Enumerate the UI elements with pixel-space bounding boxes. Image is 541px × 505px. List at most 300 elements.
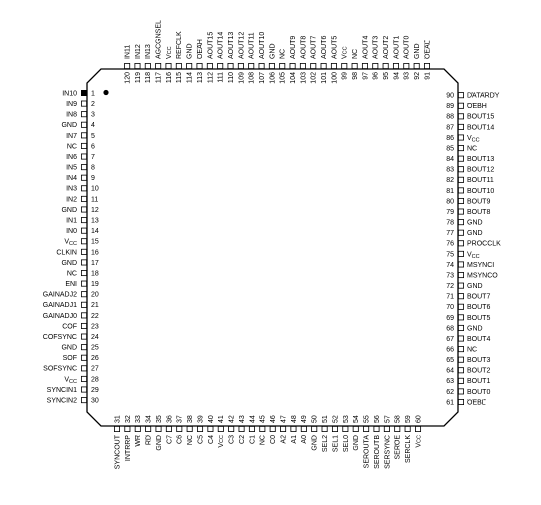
pin-number-label: 102	[310, 72, 318, 84]
pin-number-label: 8	[91, 164, 95, 172]
pin-pad	[364, 426, 369, 431]
pin-number-label: 97	[362, 72, 370, 80]
pin-number-label: 27	[91, 365, 99, 373]
pin-number-label: 37	[176, 415, 184, 423]
pin-pad	[249, 426, 254, 431]
pin-pad	[312, 426, 317, 431]
pin-pad	[81, 196, 86, 201]
pin-number-label: 48	[290, 415, 298, 423]
pin-number-label: 47	[280, 415, 288, 423]
pin-pad	[458, 114, 463, 119]
pin-name-label: IN12	[134, 44, 142, 59]
pin-name-label: IN13	[145, 44, 153, 59]
pin-name-label: AOUT8	[300, 35, 308, 59]
pin-pad	[383, 63, 388, 68]
pin-pad	[458, 220, 463, 225]
pin-number-label: 12	[91, 206, 99, 214]
pin-name-label: C0	[270, 435, 278, 444]
pin-name-label: GND	[155, 435, 163, 451]
pin-name-label: NC	[66, 143, 77, 151]
pin-number-label: 9	[91, 175, 95, 183]
pin-number-label: 14	[91, 228, 99, 236]
pin-number-label: 80	[446, 198, 454, 206]
pin-pad	[458, 167, 463, 172]
pin-number-label: 70	[446, 304, 454, 312]
pin-pad	[280, 63, 285, 68]
pin-name-label: REFCLK	[176, 31, 184, 59]
pin-number-label: 36	[166, 415, 174, 423]
pin-pad	[81, 207, 86, 212]
pin-name-label: C7	[166, 435, 174, 444]
pin-number-label: 18	[91, 270, 99, 278]
pin-number-label: 111	[217, 72, 225, 83]
pin-pad	[81, 260, 86, 265]
pin-pad	[146, 426, 151, 431]
pin-pad	[81, 302, 86, 307]
pin-name-label: OEAL	[424, 40, 432, 59]
pin-name-label: BOUT2	[467, 367, 491, 375]
pin-name-label: GAINADJ0	[42, 312, 77, 320]
pin-name-label: GND	[467, 283, 483, 291]
pin-pad	[290, 63, 295, 68]
pin-name-label: SEL0	[342, 435, 350, 453]
pin-name-label: COFSYNC	[42, 333, 77, 341]
pin-number-label: 29	[91, 386, 99, 394]
pin-pad	[458, 399, 463, 404]
pin-number-label: 49	[301, 415, 309, 423]
pin-number-label: 120	[124, 72, 132, 84]
pin-number-label: 72	[446, 283, 454, 291]
pin-name-label: BOUT1	[467, 378, 491, 386]
pin-name-label: BOUT15	[467, 113, 495, 121]
pin-number-label: 79	[446, 208, 454, 216]
pin-number-label: 99	[341, 72, 349, 80]
pin-pad	[458, 93, 463, 98]
pin-pad	[81, 355, 86, 360]
pin-number-label: 59	[405, 415, 413, 423]
pin-name-label: BOUT13	[467, 156, 495, 164]
pin-number-label: 114	[186, 72, 194, 84]
pin-name-label: BOUT11	[467, 177, 494, 185]
pin-name-label: IN2	[66, 196, 77, 204]
pin-name-label: BOUT3	[467, 357, 491, 365]
pin-name-label: VCC	[341, 46, 349, 59]
pin-pad	[81, 186, 86, 191]
pin-pad	[81, 334, 86, 339]
pin-pad	[229, 426, 234, 431]
pin-number-label: 43	[238, 415, 246, 423]
pin-name-label: SEROUTB	[373, 435, 381, 469]
pin-name-label: AOUT15	[207, 31, 215, 59]
pin-pad	[458, 389, 463, 394]
pin-name-label: NC	[66, 270, 77, 278]
pin-pad	[197, 63, 202, 68]
pin-pad	[300, 63, 305, 68]
pin-number-label: 96	[372, 72, 380, 80]
pin-name-label: BOUT9	[467, 198, 491, 206]
pin-name-label: IN9	[66, 100, 77, 108]
pin-number-label: 44	[249, 415, 257, 423]
pin-pad	[393, 63, 398, 68]
pin-name-label: MSYNCI	[467, 261, 495, 269]
pin-number-label: 39	[197, 415, 205, 423]
pin-name-label: BOUT14	[467, 124, 495, 132]
pin-name-label: NC	[259, 435, 267, 446]
pin-number-label: 62	[446, 388, 454, 396]
chip-body	[87, 69, 458, 426]
pin-number-label: 22	[91, 312, 99, 320]
pin-pad	[321, 63, 326, 68]
pin-pad	[187, 426, 192, 431]
pin-number-label: 34	[145, 415, 153, 423]
pin-name-label: AOUT7	[310, 35, 318, 59]
pin-name-label: NC	[467, 145, 478, 153]
pin-pad	[81, 217, 86, 222]
pin-number-label: 50	[311, 415, 319, 423]
pin-pad	[81, 239, 86, 244]
pin-name-label: SEROE	[394, 435, 402, 460]
pin-number-label: 100	[331, 72, 339, 84]
pin-number-label: 77	[446, 230, 454, 238]
pin-name-label: AOUT6	[321, 35, 328, 59]
pin-name-label: SYNCIN1	[46, 386, 77, 394]
pin-name-label: IN4	[66, 175, 77, 183]
pin-number-label: 25	[91, 344, 99, 352]
pin-number-label: 78	[446, 219, 454, 227]
pin-number-label: 74	[446, 261, 454, 269]
pin-number-label: 40	[207, 415, 215, 423]
pin-name-label: GND	[61, 206, 77, 214]
pin-name-label: AOUT3	[372, 35, 380, 59]
pin-name-label: NC	[467, 346, 478, 354]
pin-number-label: 110	[227, 72, 235, 84]
pin-number-label: 66	[446, 346, 454, 354]
pin-pad	[81, 228, 86, 233]
pin-number-label: 119	[134, 72, 142, 84]
pin-pad	[415, 426, 420, 431]
pin-name-label: GAINADJ1	[42, 302, 77, 310]
pin-pad	[81, 122, 86, 127]
pin-pad	[352, 63, 357, 68]
pin-name-label: PROCCLK	[467, 240, 501, 248]
pin-pad	[311, 63, 316, 68]
pin-pad	[458, 198, 463, 203]
pin-name-label: $V_{CC}$	[64, 238, 77, 248]
pin-pad	[135, 63, 140, 68]
pin-number-label: 30	[91, 397, 99, 405]
pin-number-label: 84	[446, 156, 454, 164]
pin-name-label: GND	[414, 43, 422, 59]
pin-pad	[322, 426, 327, 431]
pin-name-label: IN5	[66, 164, 77, 172]
pin-pad	[332, 426, 337, 431]
pin-pad	[458, 209, 463, 214]
pin-number-label: 28	[91, 376, 99, 384]
pin-pad	[414, 63, 419, 68]
pin-name-label: $V_{CC}$	[467, 251, 480, 260]
pin-name-label: GND	[467, 325, 483, 333]
pin-name-label: AOUT4	[362, 35, 370, 59]
pin-number-label: 35	[155, 415, 163, 423]
pin-pad	[145, 63, 150, 68]
pin-number-label: 64	[446, 367, 454, 375]
pin-pad	[331, 63, 336, 68]
pin-number-label: 65	[446, 357, 454, 365]
pin-name-label: GND	[61, 259, 77, 267]
pin-pad	[176, 63, 181, 68]
pin-pad	[424, 63, 429, 68]
pin-pad	[81, 175, 86, 180]
pin-name-label: COF	[62, 323, 77, 331]
pin-pad	[156, 63, 161, 68]
pin-number-label: 93	[403, 72, 411, 80]
pin-pad	[81, 143, 86, 148]
pin-pad	[187, 63, 192, 68]
pin-pad	[458, 368, 463, 373]
pin-pad	[81, 281, 86, 286]
pin-pad	[218, 63, 223, 68]
pin-pad	[373, 63, 378, 68]
pin-name-label: AOUT11	[248, 32, 256, 59]
pin-pad	[81, 90, 87, 96]
pin-number-label: 105	[279, 72, 287, 84]
pin-name-label: SERCLK	[405, 435, 413, 464]
pin-number-label: 89	[446, 103, 454, 111]
pin-number-label: 76	[446, 240, 454, 248]
pin-pad	[353, 426, 358, 431]
pin-name-label: GND	[61, 122, 77, 130]
pin-pad	[362, 63, 367, 68]
pin-number-label: 104	[289, 72, 297, 84]
pin-number-label: 91	[424, 72, 432, 80]
pin-name-label: IN3	[66, 185, 77, 193]
pin-name-label: CLKIN	[56, 249, 77, 257]
pin-name-label: A1	[290, 435, 298, 444]
pin-pad	[81, 154, 86, 159]
pin-number-label: 81	[446, 187, 454, 195]
pin-number-label: 21	[91, 302, 99, 310]
pin-number-label: 20	[91, 291, 99, 299]
pin-name-label: AOUT0	[403, 35, 411, 59]
pin-number-label: 38	[187, 415, 195, 423]
pin-name-label: VCC	[218, 435, 226, 448]
pin-pad	[249, 63, 254, 68]
pin-number-label: 82	[446, 177, 454, 185]
pin-name-label: A2	[280, 435, 288, 444]
pin-number-label: 107	[258, 72, 266, 84]
pin-name-label: GND	[467, 219, 483, 227]
pin-name-label: AOUT14	[217, 31, 225, 59]
pin-number-label: 109	[238, 72, 246, 84]
pin-pad	[239, 426, 244, 431]
pin-pad	[125, 63, 130, 68]
pin-name-label: ENI	[65, 281, 77, 289]
pin-pad	[228, 63, 233, 68]
pin-number-label: 16	[91, 249, 99, 257]
pin-number-label: 88	[446, 113, 454, 121]
pin-name-label: NC	[187, 435, 195, 446]
pin-name-label: GND	[186, 43, 194, 59]
pin-pad	[458, 325, 463, 330]
pin-pad	[81, 387, 86, 392]
pin-name-label: $V_{CC}$	[64, 376, 77, 385]
pin-name-label: C5	[197, 435, 205, 444]
pin-name-label: BOUT7	[467, 293, 491, 301]
pin-name-label: IN7	[66, 132, 77, 140]
pin-name-label: C6	[176, 435, 184, 444]
pin-number-label: 95	[383, 72, 391, 80]
pin-number-label: 103	[300, 72, 308, 84]
pin-pad	[458, 294, 463, 299]
pin-pad	[280, 426, 285, 431]
pin-name-label: OEBH	[467, 103, 487, 111]
pin-name-label: AOUT5	[331, 35, 339, 59]
pin-pad	[291, 426, 296, 431]
pin-name-label: GAINADJ2	[42, 291, 77, 299]
pin1-marker-dot	[103, 90, 108, 95]
pin-name-label: BOUT5	[467, 314, 491, 322]
pin-number-label: 71	[446, 293, 454, 301]
pin-pad	[458, 315, 463, 320]
pin-name-label: DATARDY	[467, 92, 500, 100]
pin-pad	[259, 63, 264, 68]
pin-number-label: 42	[228, 415, 236, 423]
pin-name-label: C3	[228, 435, 236, 444]
pin-number-label: 10	[91, 185, 99, 193]
pin-pad	[458, 230, 463, 235]
pin-number-label: 108	[248, 72, 256, 84]
pin-name-label: SOF	[62, 355, 77, 363]
pin-pad	[114, 426, 119, 431]
pin-name-label: MSYNCO	[467, 272, 498, 280]
pin-pad	[405, 426, 410, 431]
pin-name-label: NC	[352, 48, 360, 59]
pin-number-label: 55	[363, 415, 371, 423]
pin-pad	[208, 426, 213, 431]
pin-number-label: 5	[91, 132, 95, 140]
pin-number-label: 7	[91, 153, 95, 161]
pin-pad	[458, 188, 463, 193]
pin-pad	[238, 63, 243, 68]
pin-pad	[458, 347, 463, 352]
pin-name-label: C4	[207, 435, 215, 444]
pin-name-label: BOUT0	[467, 388, 491, 396]
pin-number-label: 41	[218, 415, 226, 423]
pin-pad	[156, 426, 161, 431]
pin-pad	[81, 398, 86, 403]
pin-pad	[342, 63, 347, 68]
pin-name-label: GND	[467, 230, 483, 238]
pin-pad	[301, 426, 306, 431]
pin-pad	[270, 426, 275, 431]
pin-name-label: AOUT2	[383, 35, 391, 59]
pin-pad	[81, 323, 86, 328]
pin-name-label: AOUT9	[289, 35, 297, 59]
pin-name-label: IN8	[66, 111, 77, 119]
pin-number-label: 86	[446, 134, 454, 142]
pin-name-label: GND	[269, 43, 277, 59]
pin-pad	[458, 262, 463, 267]
pin-pad	[395, 426, 400, 431]
pin-number-label: 24	[91, 333, 99, 341]
pin-name-label: AGCGNSEL	[155, 20, 163, 59]
pin-pad	[166, 63, 171, 68]
pin-pad	[166, 426, 171, 431]
pin-number-label: 2	[91, 100, 95, 108]
pin-number-label: 115	[176, 72, 184, 84]
pin-name-label: SEL2	[322, 435, 329, 453]
pin-number-label: 19	[91, 281, 99, 289]
pin-number-label: 45	[259, 415, 267, 423]
pin-name-label: AOUT10	[258, 31, 266, 59]
pin-name-label: VCC	[415, 435, 423, 448]
pin-name-label: GND	[311, 435, 319, 451]
pin-pad	[81, 376, 86, 381]
pin-pad	[269, 63, 274, 68]
pin-number-label: 17	[91, 259, 99, 267]
pin-number-label: 3	[91, 111, 95, 119]
pin-name-label: SYNCIN2	[46, 397, 77, 405]
pin-number-label: 58	[394, 415, 402, 423]
pin-number-label: 63	[446, 378, 454, 386]
pin-pad	[458, 378, 463, 383]
pin-pad	[458, 272, 463, 277]
pin-name-label: GND	[353, 435, 361, 451]
pin-number-label: 117	[155, 72, 163, 84]
pin-name-label: BOUT4	[467, 335, 491, 343]
pin-name-label: SEROUTA	[363, 435, 371, 469]
pin-pad	[218, 426, 223, 431]
pin-number-label: 4	[91, 122, 95, 130]
pin-pad	[458, 177, 463, 182]
pin-name-label: RD	[145, 435, 153, 446]
pin-pad	[458, 357, 463, 362]
pin-name-label: IN0	[66, 228, 77, 236]
pin-number-label: 56	[373, 415, 381, 423]
pin-pad	[458, 241, 463, 246]
pin-name-label: SEL1	[332, 435, 340, 453]
pin-pad	[458, 156, 463, 161]
pin-number-label: 113	[196, 72, 204, 84]
pin-number-label: 67	[446, 335, 454, 343]
pin-pad	[384, 426, 389, 431]
pin-name-label: IN11	[124, 44, 132, 59]
pin-number-label: 116	[165, 72, 173, 84]
pin-name-label: SYNCOUT	[114, 435, 122, 470]
pin-number-label: 98	[352, 72, 360, 80]
pin-pad	[81, 270, 86, 275]
pin-name-label: C2	[238, 435, 246, 444]
pin-number-label: 60	[415, 415, 423, 423]
pin-number-label: 23	[91, 323, 99, 331]
pin-name-label: AOUT13	[227, 31, 235, 59]
pin-number-label: 31	[114, 415, 122, 423]
pin-number-label: 57	[384, 415, 392, 423]
pin-pad	[81, 112, 86, 117]
pin-number-label: 15	[91, 238, 99, 246]
pin-name-label: BOUT10	[467, 187, 495, 195]
pin-number-label: 54	[353, 415, 361, 423]
pin-name-label: IN1	[66, 217, 77, 225]
pin-number-label: 61	[446, 399, 454, 407]
pin-pad	[81, 366, 86, 371]
pin-number-label: 32	[124, 415, 132, 423]
pin-number-label: 26	[91, 355, 99, 363]
pin-number-label: 73	[446, 272, 454, 280]
pin-name-label: GND	[61, 344, 77, 352]
pin-pad	[81, 133, 86, 138]
pin-number-label: 11	[91, 196, 99, 204]
